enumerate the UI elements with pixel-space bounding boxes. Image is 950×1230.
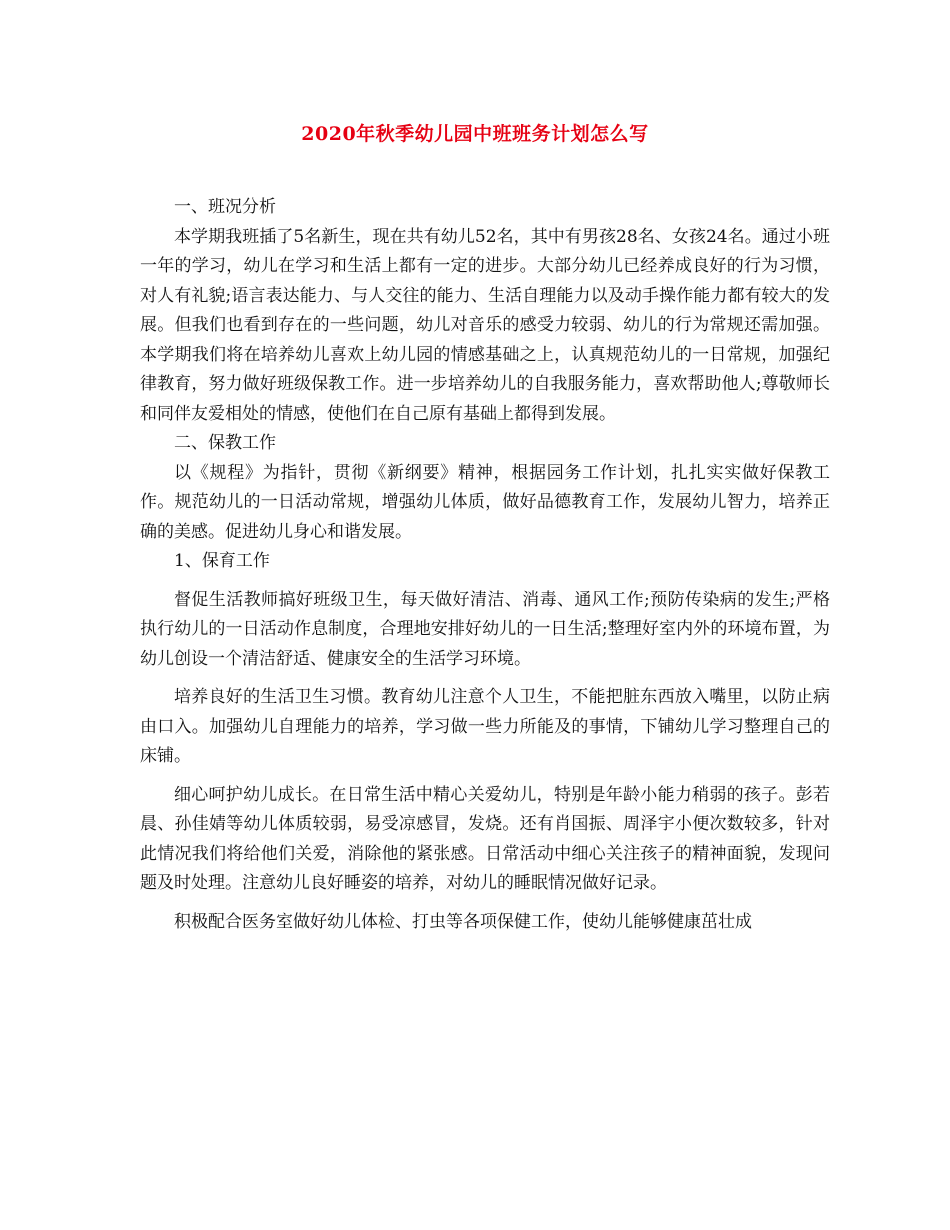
- paragraph-care-for-children: 细心呵护幼儿成长。在日常生活中精心关爱幼儿，特别是年龄小能力稍弱的孩子。彭若晨、孙佳婧等幼儿体质较弱，易受凉感冒，发烧。还有肖国振、周泽宇小便次数较多，针对此情况我们将给他们关爱，消除他的紧张感。日常活动中细心关注孩子的精神面貌，发现问题及时处理。注意幼儿良好睡姿的培养，对幼儿的睡眠情况做好记录。: [140, 784, 830, 893]
- paragraph-class-analysis: 本学期我班插了5名新生，现在共有幼儿52名，其中有男孩28名、女孩24名。通过小班一年的学习，幼儿在学习和生活上都有一定的进步。大部分幼儿已经养成良好的行为习惯，对人有礼貌;语言表达能力、与人交往的能力、生活自理能力以及动手操作能力都有较大的发展。但我们也看到存在的一些问题，幼儿对音乐的感受力较弱、幼儿的行为常规还需加强。本学期我们将在培养幼儿喜欢上幼儿园的情感基础之上，认真规范幼儿的一日常规，加强纪律教育，努力做好班级保教工作。进一步培养幼儿的自我服务能力，喜欢帮助他人;尊敬师长和同伴友爱相处的情感，使他们在自己原有基础上都得到发展。: [140, 226, 830, 424]
- section-heading-care-education: 二、保教工作: [174, 433, 276, 453]
- paragraph-nursing-work: 督促生活教师搞好班级卫生，每天做好清洁、消毒、通风工作;预防传染病的发生;严格执行幼儿的一日活动作息制度，合理地安排好幼儿的一日生活;整理好室内外的环境布置，为幼儿创设一个清洁舒适、健康安全的生活学习环境。: [140, 589, 830, 669]
- subheading-nursing-work: 1、保育工作: [174, 551, 270, 571]
- paragraph-health-checks: 积极配合医务室做好幼儿体检、打虫等各项保健工作，使幼儿能够健康茁壮成: [174, 911, 752, 932]
- document-title: 2020年秋季幼儿园中班班务计划怎么写: [301, 123, 649, 145]
- paragraph-care-education: 以《规程》为指针，贯彻《新纲要》精神，根据园务工作计划，扎扎实实做好保教工作。规范幼儿的一日活动常规，增强幼儿体质，做好品德教育工作，发展幼儿智力，培养正确的美感。促进幼儿身心和谐发展。: [140, 462, 830, 542]
- document-body: [140, 193, 830, 937]
- section-heading-class-analysis: 一、班况分析: [174, 197, 276, 217]
- paragraph-hygiene-habits: 培养良好的生活卫生习惯。教育幼儿注意个人卫生，不能把脏东西放入嘴里，以防止病由口入。加强幼儿自理能力的培养，学习做一些力所能及的事情，下铺幼儿学习整理自己的床铺。: [140, 687, 830, 766]
